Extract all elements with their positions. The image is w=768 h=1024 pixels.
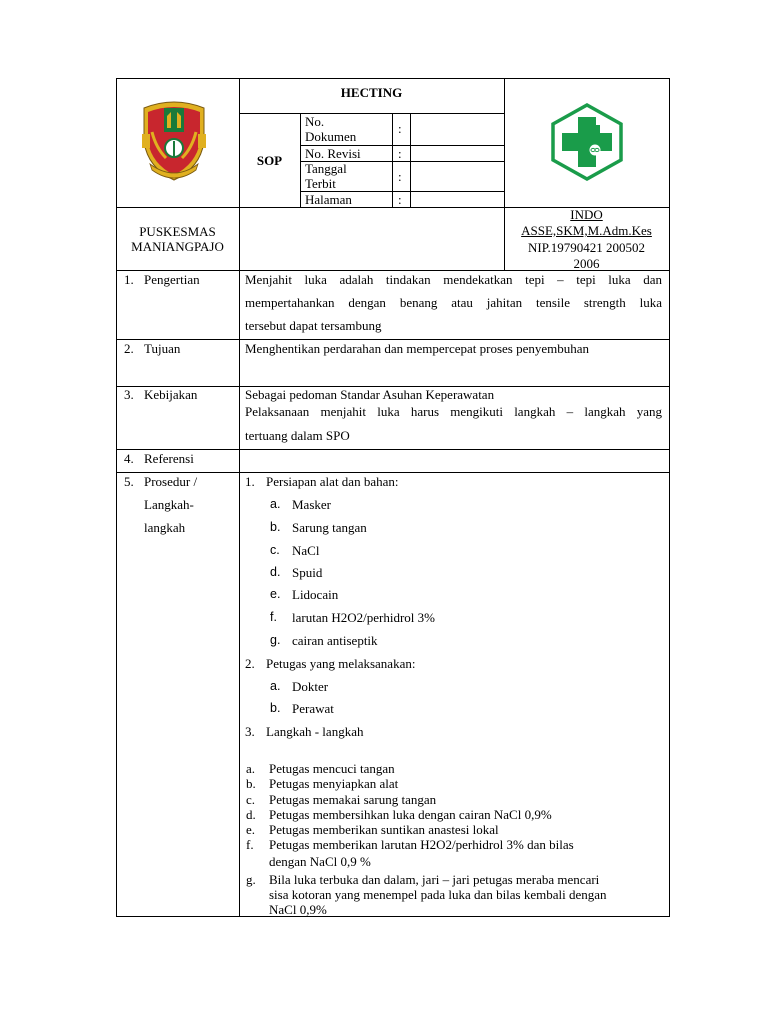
field-label: No. Revisi [305,146,361,161]
field-separator: : [398,121,402,136]
field-separator: : [398,146,402,161]
part-number: 3. [245,724,255,739]
section-number: 2. [124,341,134,356]
section-label: Tujuan [144,341,181,356]
section-number: 5. [124,474,134,489]
body-line: Sebagai pedoman Standar Asuhan Keperawatan [245,387,495,402]
document-title: HECTING [340,85,403,100]
part-number: 2. [245,656,255,671]
section-label: Kebijakan [144,387,198,402]
body-line: tersebut dapat tersambung [245,318,382,333]
section-number: 3. [124,387,134,402]
part-title: Langkah - langkah [266,724,364,739]
field-separator: : [398,169,402,184]
field-label: Terbit [305,176,336,191]
field-label: Tanggal [305,161,347,176]
part-number: 1. [245,474,255,489]
section-label: Langkah- [144,497,194,512]
section-label: Pengertian [144,272,200,287]
section-label: Referensi [144,451,194,466]
section-number: 1. [124,272,134,287]
part-title: Persiapan alat dan bahan: [266,474,399,489]
part-title: Petugas yang melaksanakan: [266,656,416,671]
field-label: No. [305,114,325,129]
section-label: langkah [144,520,186,535]
puskesmas-logo [548,103,626,181]
sop-label: SOP [256,153,283,168]
section-label: Prosedur / [144,474,198,489]
body-line: Menjahit luka adalah tindakan mendekatkan tepi – tepi luka dan [245,272,662,287]
regency-emblem-logo [136,98,212,184]
section-number: 4. [124,451,134,466]
body-line: mempertahankan dengan benang atau jahitan tensile strength luka [245,295,662,310]
body-line: Pelaksanaan menjahit luka harus mengikuti langkah – langkah yang [245,404,662,419]
field-label: Halaman [305,192,352,207]
field-separator: : [398,192,402,207]
body-line: Menghentikan perdarahan dan mempercepat proses penyembuhan [245,341,590,356]
body-line: tertuang dalam SPO [245,428,350,443]
field-label: Dokumen [305,129,357,144]
